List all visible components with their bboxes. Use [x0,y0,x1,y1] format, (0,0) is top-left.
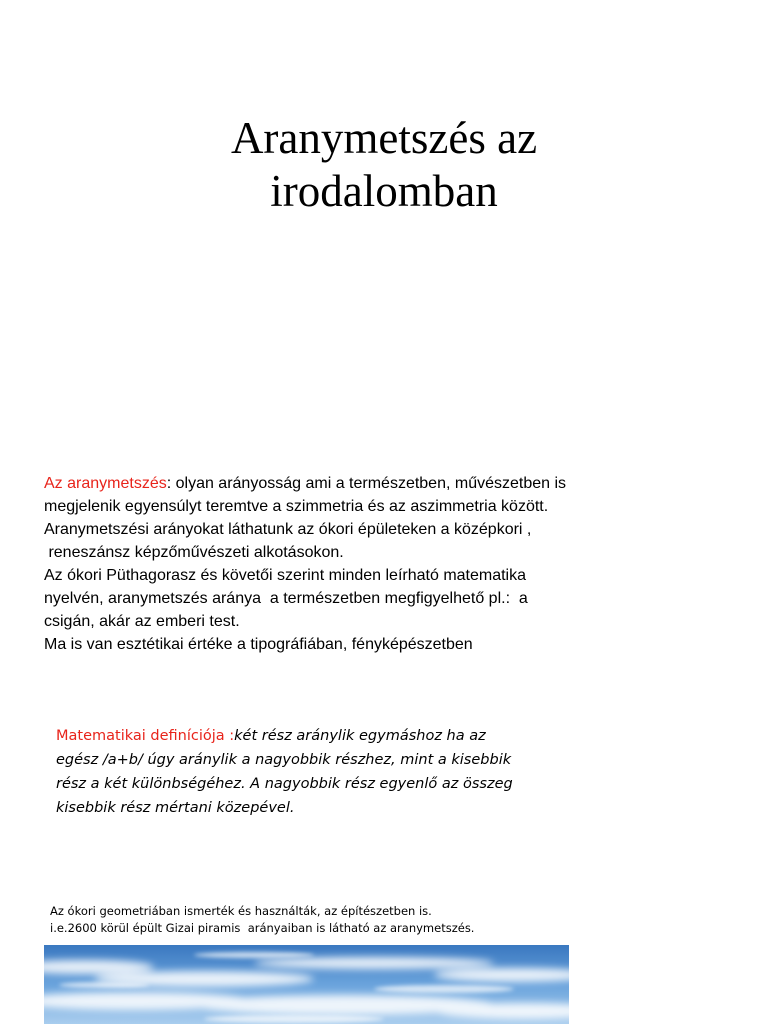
definition-paragraph [56,724,616,820]
intro-line-8: Ma is van esztétikai értéke a tipográfiában, fényképészetben [44,636,473,653]
history-line-1: Az ókori geometriában ismerték és használták, az építészetben is. [50,904,432,918]
title-line-1: Aranymetszés az [230,113,538,163]
definition-line-2: egész /a+b/ úgy aránylik a nagyobbik részhez, mint a kisebbik [56,752,512,768]
intro-line-3: Aranymetszési arányokat láthatunk az ókori épületeken a középkori , [44,521,532,538]
intro-line-4: reneszánsz képzőművészeti alkotásokon. [44,544,344,561]
history-paragraph [50,903,610,937]
golden-ratio-term: Az aranymetszés [44,475,167,492]
intro-line-7: csigán, akár az emberi test. [44,613,240,630]
intro-line-5: Az ókori Püthagorasz és követői szerint minden leírható matematika [44,567,527,584]
intro-line-1 [44,472,744,495]
intro-line-1-text: : olyan arányosság ami a természetben, művészetben is [166,475,567,492]
definition-line-1-text: két rész aránylik egymáshoz ha az [234,728,486,744]
definition-term: Matematikai definíciója : [56,728,235,744]
intro-line-2: megjelenik egyensúlyt teremtve a szimmetria és az aszimmetria között. [44,498,549,515]
intro-line-6: nyelvén, aranymetszés aránya a természetben megfigyelhető pl.: a [44,590,528,607]
definition-line-3: rész a két különbségéhez. A nagyobbik rész egyenlő az összeg [56,776,513,792]
definition-line-4: kisebbik rész mértani közepével. [56,800,295,816]
sky-photo-icon [44,945,569,1024]
title-line-2: irodalomban [270,166,498,216]
sky-photo [44,945,569,1024]
definition-line-1 [56,724,616,748]
intro-paragraph [44,472,744,656]
page-title [0,112,768,218]
history-line-2: i.e.2600 körül épült Gizai piramis arányaiban is látható az aranymetszés. [50,921,475,935]
